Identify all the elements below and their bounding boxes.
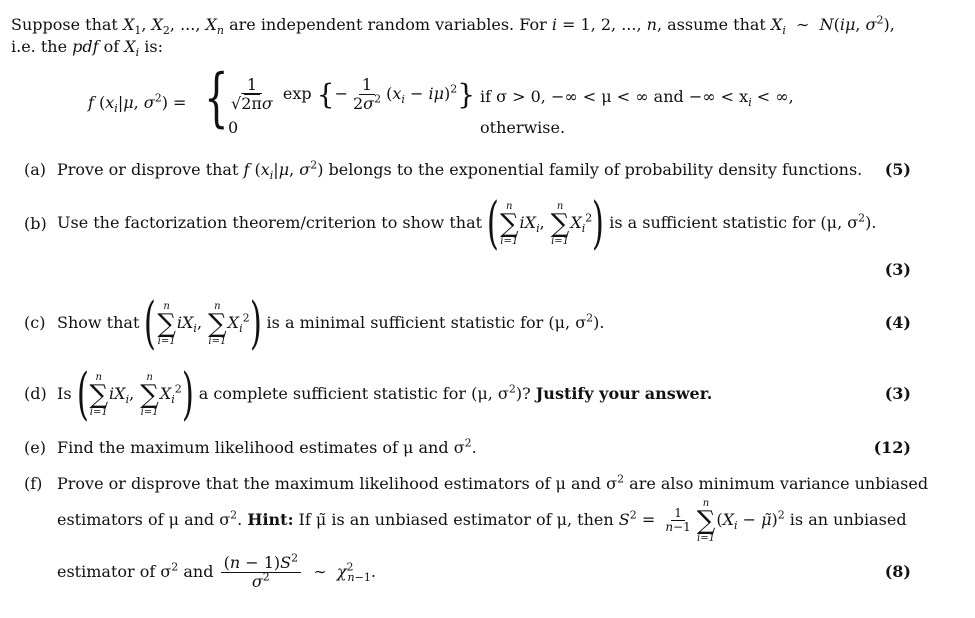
part-text: Find the maximum likelihood estimates of μ and σ: [57, 438, 465, 457]
case-1-condition: [480, 86, 794, 108]
part-c-marks: (4): [884, 313, 911, 332]
part-text: Is: [57, 384, 77, 403]
intro-text: of: [98, 37, 125, 56]
part-f-marks: (8): [884, 562, 911, 581]
part-text: is a minimal sufficient statistic for (μ, σ: [261, 313, 587, 332]
part-text: If μ̃ is an unbiased estimator of μ, then: [293, 510, 619, 529]
part-e-label: (e): [24, 438, 46, 457]
intro-line-1: Suppose that $X_1$, $X_2$, ..., $X_n$ are independent random variables. For i = 1, 2, ..., n, assume that $X_i$ ∼ N(iμ, $\sigma^2$),: [11, 13, 895, 38]
intro-text: Suppose that: [11, 15, 123, 34]
part-text: ).: [865, 213, 877, 232]
intro-text: is:: [139, 37, 164, 56]
intro-text: are independent random variables. For: [223, 15, 552, 34]
part-text: .: [471, 438, 477, 457]
part-e-marks: (12): [873, 438, 911, 457]
part-text: and: [178, 562, 219, 581]
part-text: .: [237, 510, 248, 529]
part-d-text: Is ( n ∑ i=1 $iX_i$, n ∑ i=1 $X_i^2$) a complete sufficient statistic for (μ, $\sigma^2$)? Justify your answer.: [57, 361, 713, 427]
condition-subscript: i: [748, 96, 752, 110]
part-f-line-1: Prove or disprove that the maximum likelihood estimators of μ and $\sigma^2$ are also minimum variance unbiased: [57, 472, 929, 493]
part-text: ).: [593, 313, 605, 332]
part-text: belongs to the exponential family of probability density functions.: [323, 160, 863, 179]
pdf-lhs: f ($x_i|\mu$, $\sigma^2$) =: [88, 91, 187, 116]
pdf-term: pdf: [72, 37, 99, 56]
part-c-text: Show that ( n ∑ i=1 $iX_i$, n ∑ i=1 $X_i^2$) is a minimal sufficient statistic for (μ, $\sigma^2$).: [57, 290, 605, 356]
part-text: Show that: [57, 313, 145, 332]
part-b-label: (b): [24, 214, 47, 233]
intro-line-2: i.e. the pdf of $X_i$ is:: [11, 37, 164, 60]
part-b-text: Use the factorization theorem/criterion to show that ( n ∑ i=1 $iX_i$, n ∑ i=1 $X_i^2$) is a sufficient statistic for (μ, $\sigma^2$).: [57, 190, 877, 256]
case-brace: {: [204, 61, 229, 135]
part-f-line-2: estimators of μ and $\sigma^2$. Hint: If μ̃ is an unbiased estimator of μ, then $S^2$ = $\frac{1}{n-1}$ n ∑ i=1 ($X_i$ − μ̃)$^2$ is an unbiased: [57, 497, 907, 544]
part-text: is a sufficient statistic for (μ, σ: [604, 213, 859, 232]
case-2-value: 0: [228, 118, 239, 137]
part-text: estimators of μ and σ: [57, 510, 231, 529]
part-text: estimator of σ: [57, 562, 172, 581]
part-text: Use the factorization theorem/criterion to show that: [57, 213, 488, 232]
part-a-marks: (5): [884, 160, 911, 179]
part-e-text: Find the maximum likelihood estimates of μ and $\sigma^2$.: [57, 436, 477, 457]
part-d-marks: (3): [884, 384, 911, 403]
condition-text: < ∞,: [751, 87, 794, 106]
part-f-label: (f): [24, 474, 43, 493]
intro-text: i.e. the: [11, 37, 73, 56]
part-d-label: (d): [24, 384, 47, 403]
part-a-label: (a): [24, 160, 47, 179]
case-2-condition: otherwise.: [480, 118, 566, 137]
part-c-label: (c): [24, 313, 46, 332]
case-1-expression: $\frac{1}{√2\pi\sigma}$ exp {− $\frac{1}{2\sigma^2}$ $(x_i - i\mu)^2$}: [231, 75, 476, 113]
intro-text: , assume that: [656, 15, 771, 34]
part-f-line-3: estimator of $\sigma^2$ and $\frac{(n - 1)S^2}{\sigma^2}$ ∼ $\chi^2_{n-1}$.: [57, 551, 376, 591]
part-text: )?: [515, 384, 536, 403]
part-b-marks: (3): [884, 260, 911, 279]
part-text: Prove or disprove that the maximum likelihood estimators of μ and σ: [57, 474, 618, 493]
part-a-text: Prove or disprove that f ($x_i|\mu$, $\sigma^2$) belongs to the exponential family of probability density functions.: [57, 158, 863, 183]
part-text: a complete sufficient statistic for (μ, σ: [193, 384, 509, 403]
justify-emphasis: Justify your answer.: [535, 384, 713, 403]
hint-label: Hint:: [247, 510, 294, 529]
condition-text: if σ > 0, −∞ < μ < ∞ and −∞ < x: [480, 87, 749, 106]
part-text: is an unbiased: [784, 510, 907, 529]
part-text: are also minimum variance unbiased: [624, 474, 929, 493]
part-text: Prove or disprove that: [57, 160, 244, 179]
